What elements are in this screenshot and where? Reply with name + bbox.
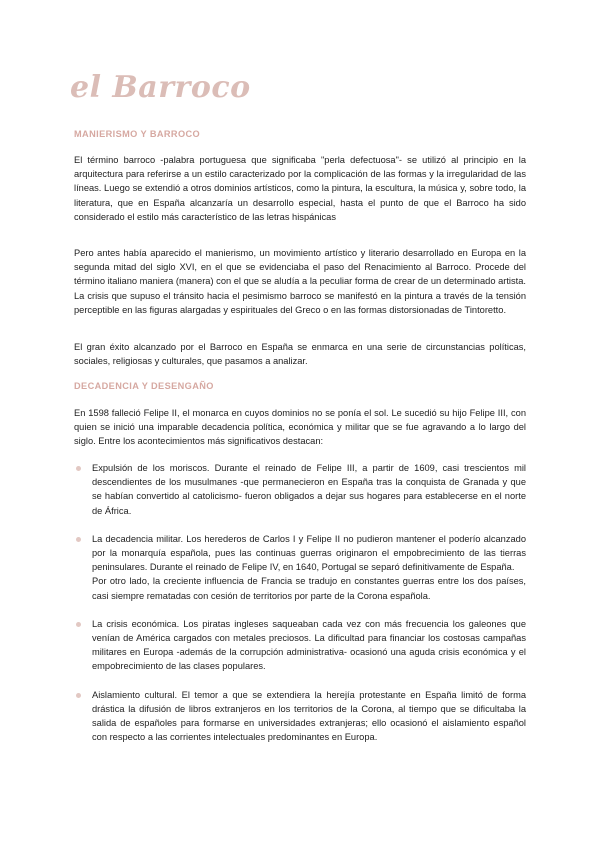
list-item-moriscos [74,461,526,518]
bullet-icon [76,466,81,471]
list-item-crisis-economica [74,617,526,674]
list-item-text: La decadencia militar. Los herederos de Carlos I y Felipe II no pudieron mantener el poderío alcanzado por la monarquía española, pues las continuas guerras originaron el empobrecimiento de las tierras peninsulares. Durante el reinado de Felipe IV, en 1640, Portugal se separó definitivamente de España. [92,533,526,573]
list-item-extra-text: Por otro lado, la creciente influencia de Francia se tradujo en constantes guerras entre los dos países, casi siempre rematadas con cesión de territorios por parte de la Corona española. [92,576,526,601]
events-list [74,461,526,744]
section-heading-decadencia: DECADENCIA Y DESENGAÑO [74,381,214,391]
paragraph-felipe-ii: En 1598 falleció Felipe II, el monarca en cuyos dominios no se ponía el sol. Le sucedió su hijo Felipe III, con quien se inició una imparable decadencia política, económica y militar que se fue agravando a lo largo del siglo. Entre los acontecimientos más significativos destacan: [74,408,526,447]
list-item-text: La crisis económica. Los piratas ingleses saqueaban cada vez con más frecuencia los galeones que venían de América cargados con metales preciosos. La dificultad para financiar los costosas campañas militares en Europa -además de la corrupción administrativa- ocasionó una aguda crisis económica y el empobrecimiento de las clases populares. [92,618,526,672]
list-item-text: Expulsión de los moriscos. Durante el reinado de Felipe III, a partir de 1609, casi trescientos mil descendientes de los musulmanes -que permanecieron en España tras la conquista de Granada y que se habían convertido al catolicismo- fueron obligados a dejar sus hogares para establecerse en el norte de África. [92,463,526,516]
bullet-icon [76,622,81,627]
list-item-decadencia-militar [74,532,526,603]
paragraph-barroco-definition: El término barroco -palabra portuguesa que significaba "perla defectuosa"- se utilizó al principio en la arquitectura para referirse a un estilo caracterizado por la complicación de las formas y la irregularidad de las líneas. Luego se extendió a otros dominios artísticos, como la pintura, la escultura, la música y, sobre todo, la literatura, que en España alcanzaría un desarrollo especial, hasta el punto de que el Barroco ha sido considerado el estilo más característico de las letras hispánicas [74,155,526,222]
list-item-aislamiento [74,688,526,745]
bullet-icon [76,537,81,542]
paragraph-manierismo: Pero antes había aparecido el manierismo, un movimiento artístico y literario desarrollado en Europa en la segunda mitad del siglo XVI, en el que se evidenciaba el paso del Renacimiento al Barroco. Procede del término italiano maniera (manera) con el que se aludía a la peculiar forma de crear de un determinado artista. La crisis que supuso el tránsito hacia el pesimismo barroco se manifestó en la pintura a través de la tensión perceptible en las figuras alargadas y espirituales del Greco o en las formas distorsionadas de Tintoretto. [74,248,526,315]
page-title: el Barroco [70,70,251,105]
list-item-text: Aislamiento cultural. El temor a que se extendiera la herejía protestante en España limitó de forma drástica la difusión de libros extranjeros en los territorios de la Corona, al tiempo que se dificultaba la salida de españoles para formarse en universidades extranjeras; ello ocasionó el aislamiento español con respecto a las corrientes intelectuales predominantes en Europa. [92,689,526,743]
section-heading-manierismo: MANIERISMO Y BARROCO [74,129,201,139]
bullet-icon [76,693,81,698]
paragraph-exito: El gran éxito alcanzado por el Barroco en España se enmarca en una serie de circunstancias políticas, sociales, religiosas y culturales, que pasamos a analizar. [74,342,526,367]
